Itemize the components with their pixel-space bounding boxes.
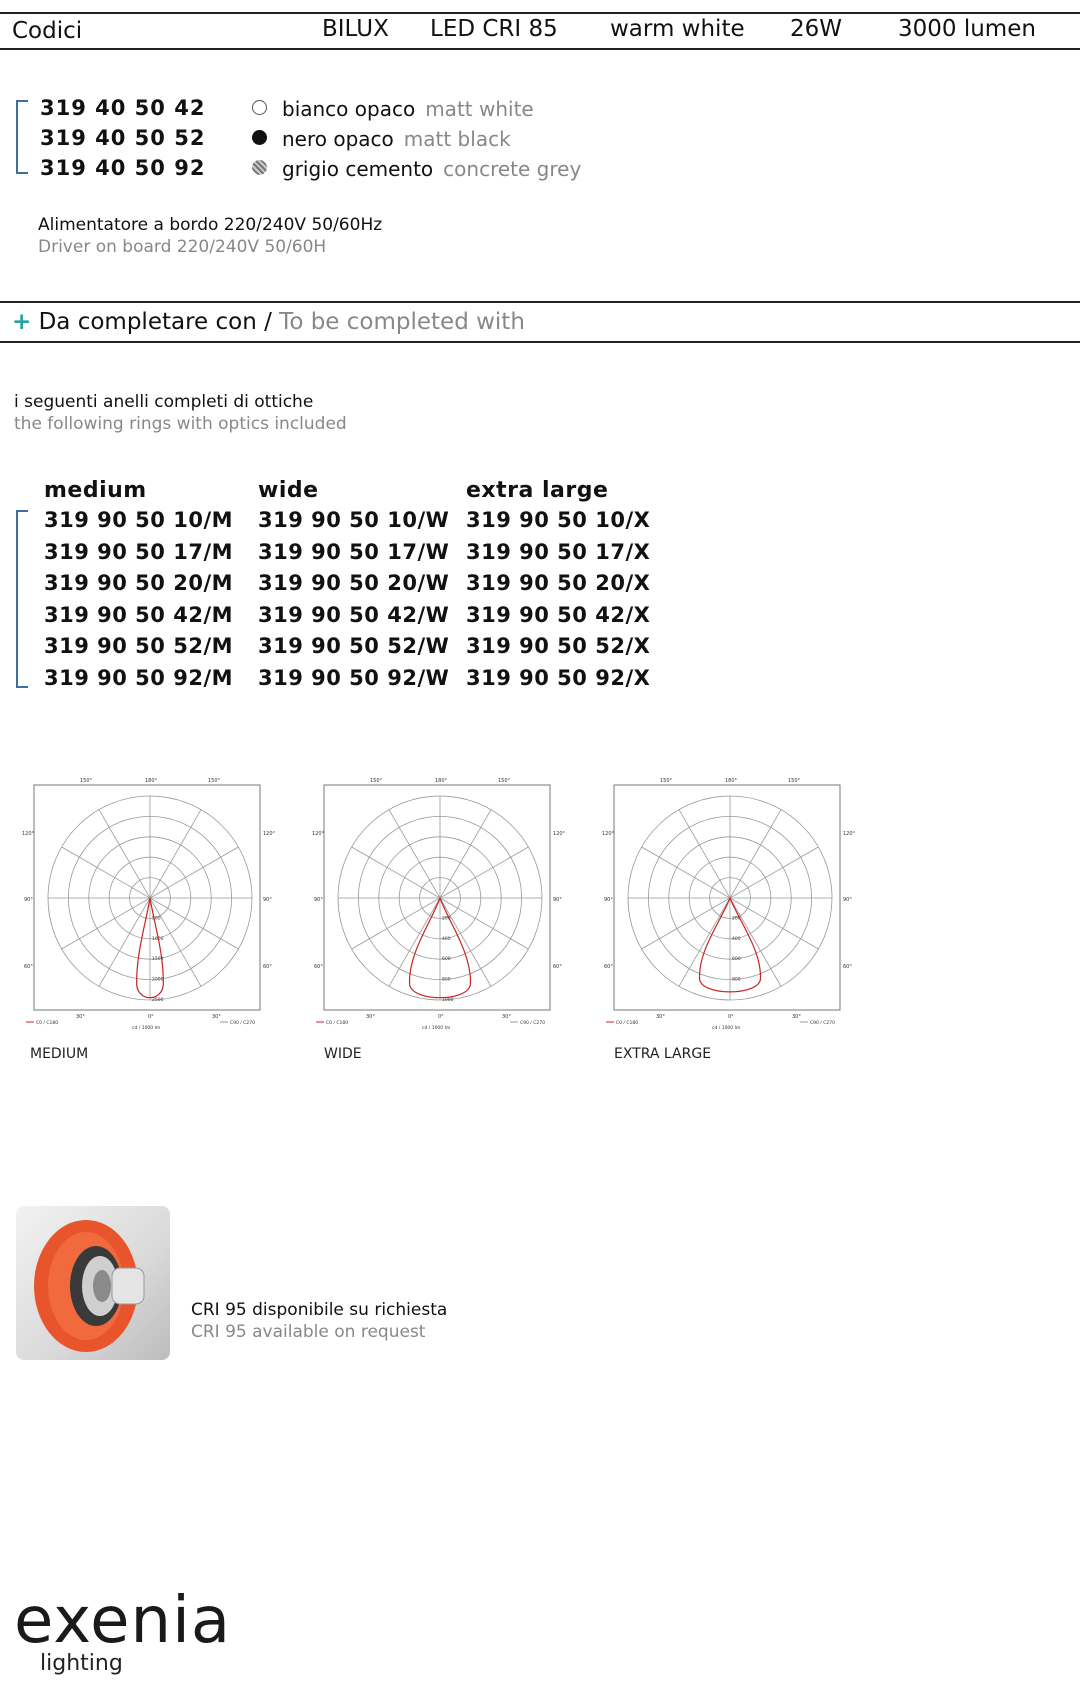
medium-tick-2: 1000 (152, 936, 164, 942)
ring-code-medium-2: 319 90 50 17/M (44, 539, 234, 564)
cri-it: CRI 95 disponibile su richiesta (191, 1300, 448, 1320)
xl-angle-60-l: 60° (604, 964, 613, 970)
medium-frame (34, 785, 260, 1010)
wide-legend-c0: C0 / C180 (326, 1021, 349, 1026)
wide-angle-60-r: 60° (553, 964, 562, 970)
logo-sub: lighting (40, 1651, 123, 1676)
rings-intro-it: i seguenti anelli completi di ottiche (14, 392, 314, 412)
ring-code-wide-3: 319 90 50 20/W (258, 571, 450, 595)
header-power: 26W (790, 16, 843, 42)
plus-icon: + (12, 309, 32, 335)
wide-tick-4: 800 (442, 977, 451, 983)
diagram-medium (20, 775, 280, 1035)
xl-angle-0: 0° (728, 1014, 734, 1020)
wide-tick-3: 600 (442, 957, 451, 963)
logo-text: exenia (14, 1584, 232, 1658)
medium-angle-0: 0° (148, 1014, 154, 1020)
medium-angle-120-r: 120° (263, 831, 276, 837)
diagram-medium-label: MEDIUM (30, 1046, 89, 1062)
medium-angle-top-c: 180° (145, 778, 158, 784)
medium-angle-30-l: 30° (76, 1014, 85, 1020)
medium-tick-3: 1500 (152, 957, 164, 963)
wide-angle-30-r: 30° (502, 1014, 511, 1020)
wide-angle-60-l: 60° (314, 964, 323, 970)
ring-code-wide-2: 319 90 50 17/W (258, 539, 450, 564)
ring-code-medium-6: 319 90 50 92/M (44, 665, 234, 690)
finish-1-it: bianco opaco (282, 97, 416, 121)
finish-3-en: concrete grey (443, 157, 582, 181)
medium-tick-1: 500 (152, 916, 161, 922)
ring-code-medium-1: 319 90 50 10/M (44, 508, 234, 532)
wide-unit: cd / 1000 lm (422, 1026, 451, 1031)
finish-3-it: grigio cemento (282, 157, 434, 181)
wide-tick-1: 200 (442, 916, 451, 922)
ring-code-xl-2: 319 90 50 17/X (466, 539, 651, 564)
finish-1-en: matt white (425, 97, 534, 121)
finish-2 (282, 127, 511, 151)
header-bottom-rule (0, 48, 1080, 50)
ring-code-medium-5: 319 90 50 52/M (44, 634, 234, 658)
ring-code-xl-6: 319 90 50 92/X (466, 665, 651, 690)
ring-code-xl-4: 319 90 50 42/X (466, 602, 651, 627)
complete-top-rule (0, 301, 1080, 303)
ring-code-medium-3: 319 90 50 20/M (44, 571, 234, 595)
wide-angle-90-r: 90° (553, 897, 562, 903)
exenia-logo-icon (12, 1580, 272, 1680)
driver-en: Driver on board 220/240V 50/60H (38, 237, 327, 257)
ring-code-xl-5: 319 90 50 52/X (466, 634, 651, 658)
ring-code-medium-4: 319 90 50 42/M (44, 602, 234, 627)
wide-angle-0: 0° (438, 1014, 444, 1020)
finish-3 (282, 157, 581, 181)
product-code-3: 319 40 50 92 (40, 156, 206, 180)
header-lumen: 3000 lumen (898, 16, 1036, 42)
xl-angle-90-r: 90° (843, 897, 852, 903)
product-code-2: 319 40 50 52 (40, 126, 206, 150)
diagram-xl-label: EXTRA LARGE (614, 1046, 712, 1062)
swatch-black-icon (252, 130, 267, 145)
rings-col-xl: extra large (466, 478, 609, 503)
ring-code-wide-5: 319 90 50 52/W (258, 634, 450, 658)
medium-angle-30-r: 30° (212, 1014, 221, 1020)
xl-angle-top-r: 150° (788, 778, 801, 784)
wide-tick-5: 1000 (442, 998, 454, 1003)
xl-legend-c0: C0 / C180 (616, 1021, 639, 1026)
medium-tick-4: 2000 (152, 977, 164, 983)
swatch-white-icon (252, 100, 267, 115)
xl-angle-top-l: 150° (660, 778, 673, 784)
xl-angle-30-l: 30° (656, 1014, 665, 1020)
medium-angle-top-l: 150° (80, 778, 93, 784)
wide-tick-2: 400 (442, 936, 451, 942)
wide-angle-top-c: 180° (435, 778, 448, 784)
medium-legend-c90: C90 / C270 (230, 1021, 255, 1026)
xl-tick-1: 200 (732, 916, 741, 922)
wide-angle-30-l: 30° (366, 1014, 375, 1020)
xl-angle-90-l: 90° (604, 897, 613, 903)
ring-code-wide-1: 319 90 50 10/W (258, 508, 450, 532)
complete-bottom-rule (0, 341, 1080, 343)
ring-code-wide-6: 319 90 50 92/W (258, 665, 450, 690)
finish-2-en: matt black (403, 127, 511, 151)
medium-angle-90-l: 90° (24, 897, 33, 903)
wide-frame (324, 785, 550, 1010)
xl-angle-top-c: 180° (725, 778, 738, 784)
complete-en: To be completed with (279, 309, 525, 335)
xl-tick-4: 800 (732, 977, 741, 983)
xl-angle-60-r: 60° (843, 964, 852, 970)
medium-legend-c0: C0 / C180 (36, 1021, 59, 1026)
header-top-rule (0, 12, 1080, 14)
medium-angle-60-r: 60° (263, 964, 272, 970)
ring-photo-icon (16, 1206, 170, 1360)
swatch-grey-icon (252, 160, 267, 175)
ring-code-xl-1: 319 90 50 10/X (466, 508, 651, 532)
complete-heading (12, 309, 525, 335)
diagram-wide-label: WIDE (324, 1046, 362, 1062)
wide-angle-90-l: 90° (314, 897, 323, 903)
wide-angle-top-r: 150° (498, 778, 511, 784)
driver-it: Alimentatore a bordo 220/240V 50/60Hz (38, 215, 383, 235)
xl-angle-120-l: 120° (602, 831, 615, 837)
xl-angle-120-r: 120° (843, 831, 856, 837)
product-code-1: 319 40 50 42 (40, 96, 206, 120)
xl-tick-2: 400 (732, 936, 741, 942)
header-tone: warm white (610, 16, 745, 42)
ring-code-wide-4: 319 90 50 42/W (258, 602, 450, 627)
medium-tick-5: 2500 (152, 998, 164, 1003)
wide-angle-top-l: 150° (370, 778, 383, 784)
medium-angle-120-l: 120° (22, 831, 35, 837)
xl-tick-3: 600 (732, 957, 741, 963)
finish-2-it: nero opaco (282, 127, 394, 151)
rings-col-medium: medium (44, 478, 147, 503)
xl-unit: cd / 1000 lm (712, 1026, 741, 1031)
header-brand: BILUX (322, 16, 389, 42)
medium-angle-top-r: 150° (208, 778, 221, 784)
ring-photo (16, 1206, 170, 1360)
rings-intro-en: the following rings with optics included (14, 414, 347, 434)
codes-bracket (16, 100, 28, 174)
rings-bracket (16, 510, 28, 688)
wide-angle-120-r: 120° (553, 831, 566, 837)
wide-angle-120-l: 120° (312, 831, 325, 837)
finish-1 (282, 97, 534, 121)
medium-unit: cd / 1000 lm (132, 1026, 161, 1031)
xl-legend-c90: C90 / C270 (810, 1021, 835, 1026)
medium-angle-90-r: 90° (263, 897, 272, 903)
rings-col-wide: wide (258, 478, 319, 503)
ring-code-xl-3: 319 90 50 20/X (466, 571, 651, 595)
wide-legend-c90: C90 / C270 (520, 1021, 545, 1026)
xl-angle-30-r: 30° (792, 1014, 801, 1020)
medium-angle-60-l: 60° (24, 964, 33, 970)
header-codici: Codici (12, 18, 83, 44)
diagram-xl (600, 775, 860, 1035)
header-led: LED CRI 85 (430, 16, 558, 42)
complete-sep: / (264, 309, 272, 335)
diagram-wide (310, 775, 570, 1035)
xl-frame (614, 785, 840, 1010)
cri-en: CRI 95 available on request (191, 1322, 426, 1342)
complete-it: Da completare con (38, 309, 257, 335)
